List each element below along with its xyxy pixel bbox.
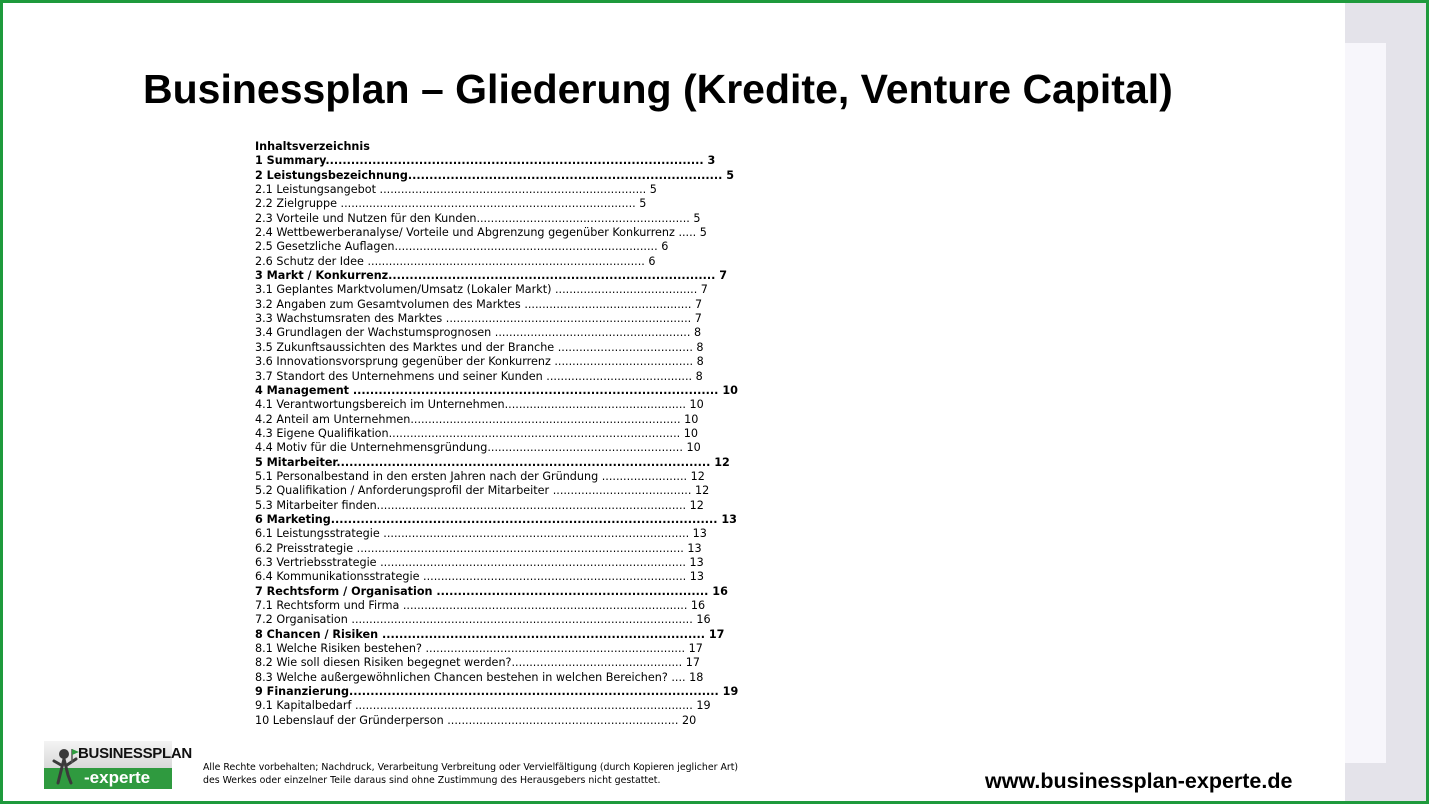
toc-subsection-entry: 6.2 Preisstrategie ............................................................................................ 13	[255, 541, 702, 555]
website-url[interactable]: www.businessplan-experte.de	[985, 769, 1293, 793]
toc-subsection-entry: 4.3 Eigene Qualifikation.................................................................................. 10	[255, 426, 699, 440]
table-of-contents	[255, 140, 855, 728]
toc-section-entry: 2 Leistungsbezeichnung.......................................................................... 5	[255, 168, 735, 182]
toc-subsection-entry: 3.3 Wachstumsraten des Marktes ..................................................................... 7	[255, 312, 702, 326]
toc-section-entry: 9 Finanzierung....................................................................................... 19	[255, 685, 739, 699]
toc-subsection-entry: 2.2 Zielgruppe ................................................................................... 5	[255, 197, 647, 211]
businessplan-experte-logo	[44, 741, 192, 789]
toc-subsection-entry: 2.6 Schutz der Idee .............................................................................. 6	[255, 254, 656, 268]
toc-subsection-entry: 2.5 Gesetzliche Auflagen.......................................................................... 6	[255, 240, 669, 254]
toc-subsection-entry: 2.1 Leistungsangebot ........................................................................... 5	[255, 183, 657, 197]
toc-subsection-entry: 5.1 Personalbestand in den ersten Jahren nach der Gründung ........................ 12	[255, 469, 705, 483]
toc-subsection-entry: 7.1 Rechtsform und Firma ................................................................................ 16	[255, 599, 706, 612]
toc-subsection-entry: 6.4 Kommunikationsstrategie .......................................................................... 13	[255, 570, 704, 584]
toc-subsection-entry: 6.3 Vertriebsstrategie ...................................................................................... 13	[255, 555, 704, 569]
toc-subsection-entry: 7.2 Organisation ................................................................................................ 16	[255, 613, 711, 627]
toc-entries	[255, 154, 855, 728]
toc-section-entry: 7 Rechtsform / Organisation ................................................................ 16	[255, 584, 728, 598]
copyright-line-1: Alle Rechte vorbehalten; Nachdruck, Verarbeitung Verbreitung oder Vervielfältigung (durch Kopieren jeglicher Art)	[203, 762, 739, 773]
logo-word-experte: -experte	[84, 768, 151, 787]
side-panel-inner	[1342, 43, 1386, 763]
toc-subsection-entry: 2.4 Wettbewerberanalyse/ Vorteile und Abgrenzung gegenüber Konkurrenz ..... 5	[255, 226, 707, 240]
toc-section-entry: 1 Summary......................................................................................... 3	[255, 154, 716, 168]
toc-subsection-entry: 2.3 Vorteile und Nutzen für den Kunden............................................................ 5	[255, 211, 701, 225]
toc-subsection-entry: 4.4 Motiv für die Unternehmensgründung....................................................... 10	[255, 441, 701, 455]
toc-subsection-entry: 8.1 Welche Risiken bestehen? ......................................................................... 17	[255, 642, 703, 656]
toc-heading: Inhaltsverzeichnis	[255, 140, 370, 153]
toc-section-entry: 5 Mitarbeiter........................................................................................ 12	[255, 455, 730, 469]
toc-subsection-entry: 5.2 Qualifikation / Anforderungsprofil der Mitarbeiter ....................................... 12	[255, 484, 710, 498]
toc-subsection-entry: 8.3 Welche außergewöhnlichen Chancen bestehen in welchen Bereichen? .... 18	[255, 670, 704, 684]
toc-subsection-entry: 3.4 Grundlagen der Wachstumsprognosen ....................................................... 8	[255, 326, 702, 340]
toc-subsection-entry: 4.2 Anteil am Unternehmen............................................................................ 10	[255, 412, 699, 426]
toc-subsection-entry: 9.1 Kapitalbedarf ............................................................................................... 19	[255, 699, 711, 713]
copyright-notice	[203, 762, 843, 787]
toc-subsection-entry: 4.1 Verantwortungsbereich im Unternehmen................................................... 10	[255, 398, 704, 412]
toc-subsection-entry: 3.7 Standort des Unternehmens und seiner Kunden ......................................... 8	[255, 369, 703, 383]
toc-section-entry: 6 Marketing........................................................................................... 13	[255, 512, 737, 526]
toc-subsection-entry: 3.5 Zukunftsaussichten des Marktes und der Branche ...................................... 8	[255, 340, 704, 354]
toc-subsection-entry: 6.1 Leistungsstrategie ...................................................................................... 13	[255, 527, 707, 541]
toc-section-entry: 3 Markt / Konkurrenz............................................................................. 7	[255, 269, 728, 283]
side-panel	[1342, 3, 1426, 801]
page-title: Businessplan – Gliederung (Kredite, Venture Capital)	[143, 66, 1173, 112]
toc-section-entry: 4 Management ...................................................................................... 10	[255, 383, 738, 397]
toc-section-entry: 8 Chancen / Risiken ............................................................................ 17	[255, 627, 725, 641]
toc-subsection-entry: 3.6 Innovationsvorsprung gegenüber der Konkurrenz ....................................... 8	[255, 355, 704, 369]
toc-subsection-entry: 8.2 Wie soll diesen Risiken begegnet werden?................................................ 17	[255, 656, 700, 670]
flag-figure-icon	[50, 745, 80, 785]
copyright-line-2: des Werkes oder einzelner Teile daraus sind ohne Zustimmung des Herausgebers nicht gestattet.	[203, 774, 661, 786]
toc-subsection-entry: 10 Lebenslauf der Gründerperson ................................................................. 20	[255, 713, 697, 727]
toc-subsection-entry: 3.1 Geplantes Marktvolumen/Umsatz (Lokaler Markt) ........................................ 7	[255, 283, 708, 297]
logo-word-businessplan: BUSINESSPLAN	[78, 745, 192, 762]
toc-subsection-entry: 3.2 Angaben zum Gesamtvolumen des Marktes ............................................... 7	[255, 297, 703, 311]
toc-subsection-entry: 5.3 Mitarbeiter finden....................................................................................... 12	[255, 498, 704, 512]
